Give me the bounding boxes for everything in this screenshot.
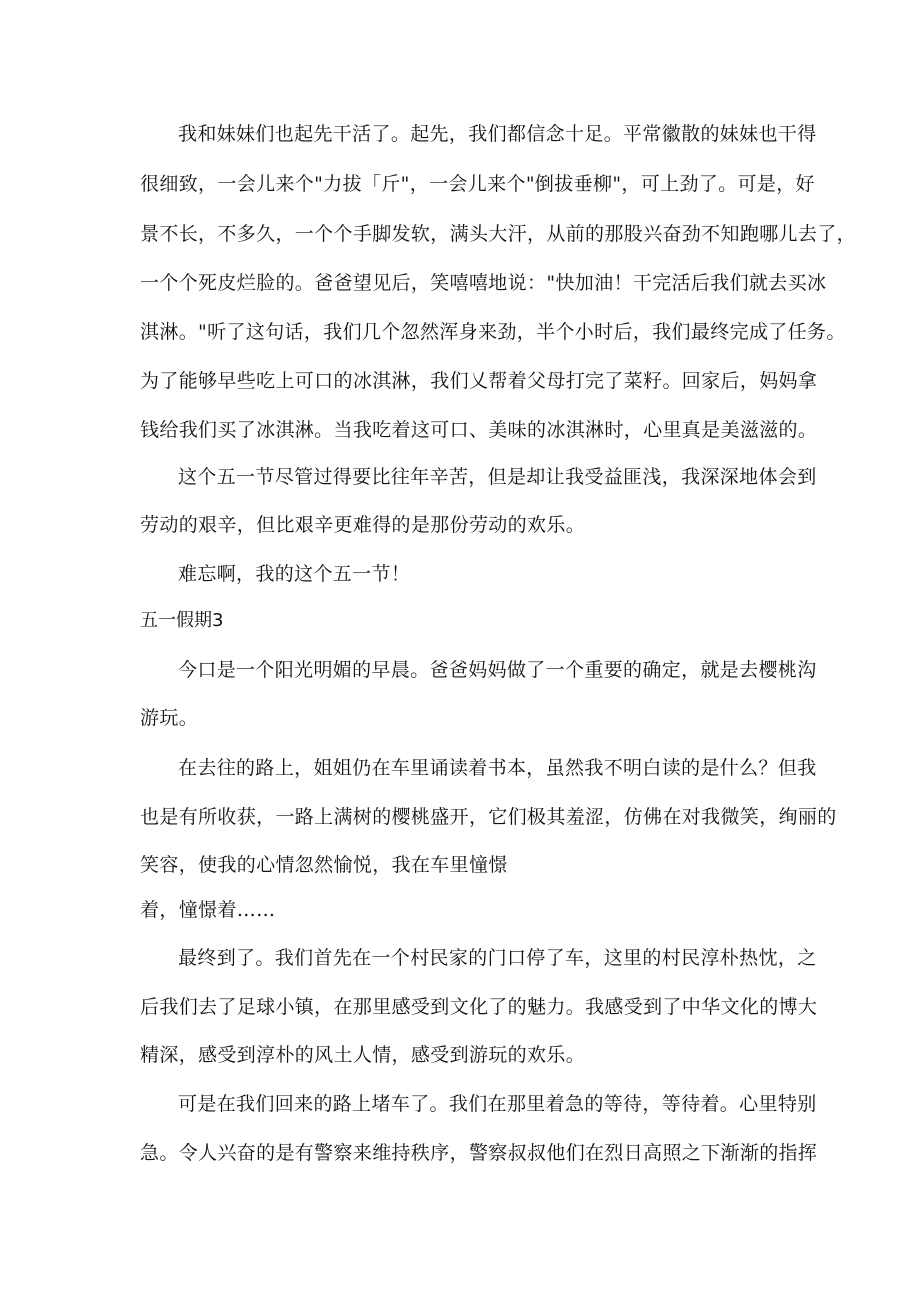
paragraph-line: 急。令人兴奋的是有警察来维持秩序，警察叔叔他们在烈日高照之下渐渐的指挥 [140,1142,818,1164]
paragraph-line: 最终到了。我们首先在一个村民家的门口停了车，这里的村民淳朴热忱，之 [178,947,817,969]
paragraph-line: 今口是一个阳光明媚的早晨。爸爸妈妈做了一个重要的确定，就是去樱桃沟 [178,659,817,681]
paragraph-line: 精深，感受到淳朴的风土人情，感受到游玩的欢乐。 [140,1044,586,1066]
section-heading: 五一假期3 [140,610,224,631]
paragraph-line: 钱给我们买了冰淇淋。当我吃着这可口、美味的冰淇淋时，心里真是美滋滋的。 [140,419,818,441]
paragraph-line: 很细致，一会儿来个"力拔「斤"，一会儿来个"倒拔垂柳"，可上劲了。可是，好 [140,173,815,195]
paragraph-line: 可是在我们回来的路上堵车了。我们在那里着急的等待，等待着。心里特别 [178,1093,817,1115]
paragraph-line: 一个个死皮烂脸的。爸爸望见后，笑嘻嘻地说："快加油！干完活后我们就去买冰 [140,272,827,294]
paragraph-line: 在去往的路上，姐姐仍在车里诵读着书本，虽然我不明白读的是什么？但我 [178,757,817,779]
paragraph-line: 难忘啊，我的这个五一节！ [178,563,411,585]
paragraph-line: 为了能够早些吃上可口的冰淇淋，我们乂帮着父母打完了菜籽。回家后，妈妈拿 [140,370,818,392]
paragraph-line: 笑容，使我的心情忽然愉悦，我在车里憧憬 [140,854,508,876]
paragraph-line: 劳动的艰辛，但比艰辛更难得的是那份劳动的欢乐。 [140,514,586,536]
paragraph-line: 淇淋。"听了这句话，我们几个忽然浑身来劲，半个小时后，我们最终完成了任务。 [140,321,846,343]
paragraph-line: 着，憧憬着…… [140,899,276,921]
paragraph-line: 游玩。 [140,707,199,729]
paragraph-line: 后我们去了足球小镇，在那里感受到文化了的魅力。我感受到了中华文化的博大 [140,996,818,1018]
paragraph-line: 这个五一节尽管过得要比往年辛苦，但是却让我受益匪浅，我深深地体会到 [178,466,817,488]
paragraph-line: 景不长，不多久，一个个手脚发软，满头大汗，从前的那股兴奋劲不知跑哪儿去了， [140,223,856,245]
paragraph-line: 我和妹妹们也起先干活了。起先，我们都信念十足。平常徽散的妹妹也干得 [178,123,817,145]
paragraph-line: 也是有所收获，一路上满树的樱桃盛开，它们极其羞涩，仿佛在对我微笑，绚丽的 [140,806,837,828]
